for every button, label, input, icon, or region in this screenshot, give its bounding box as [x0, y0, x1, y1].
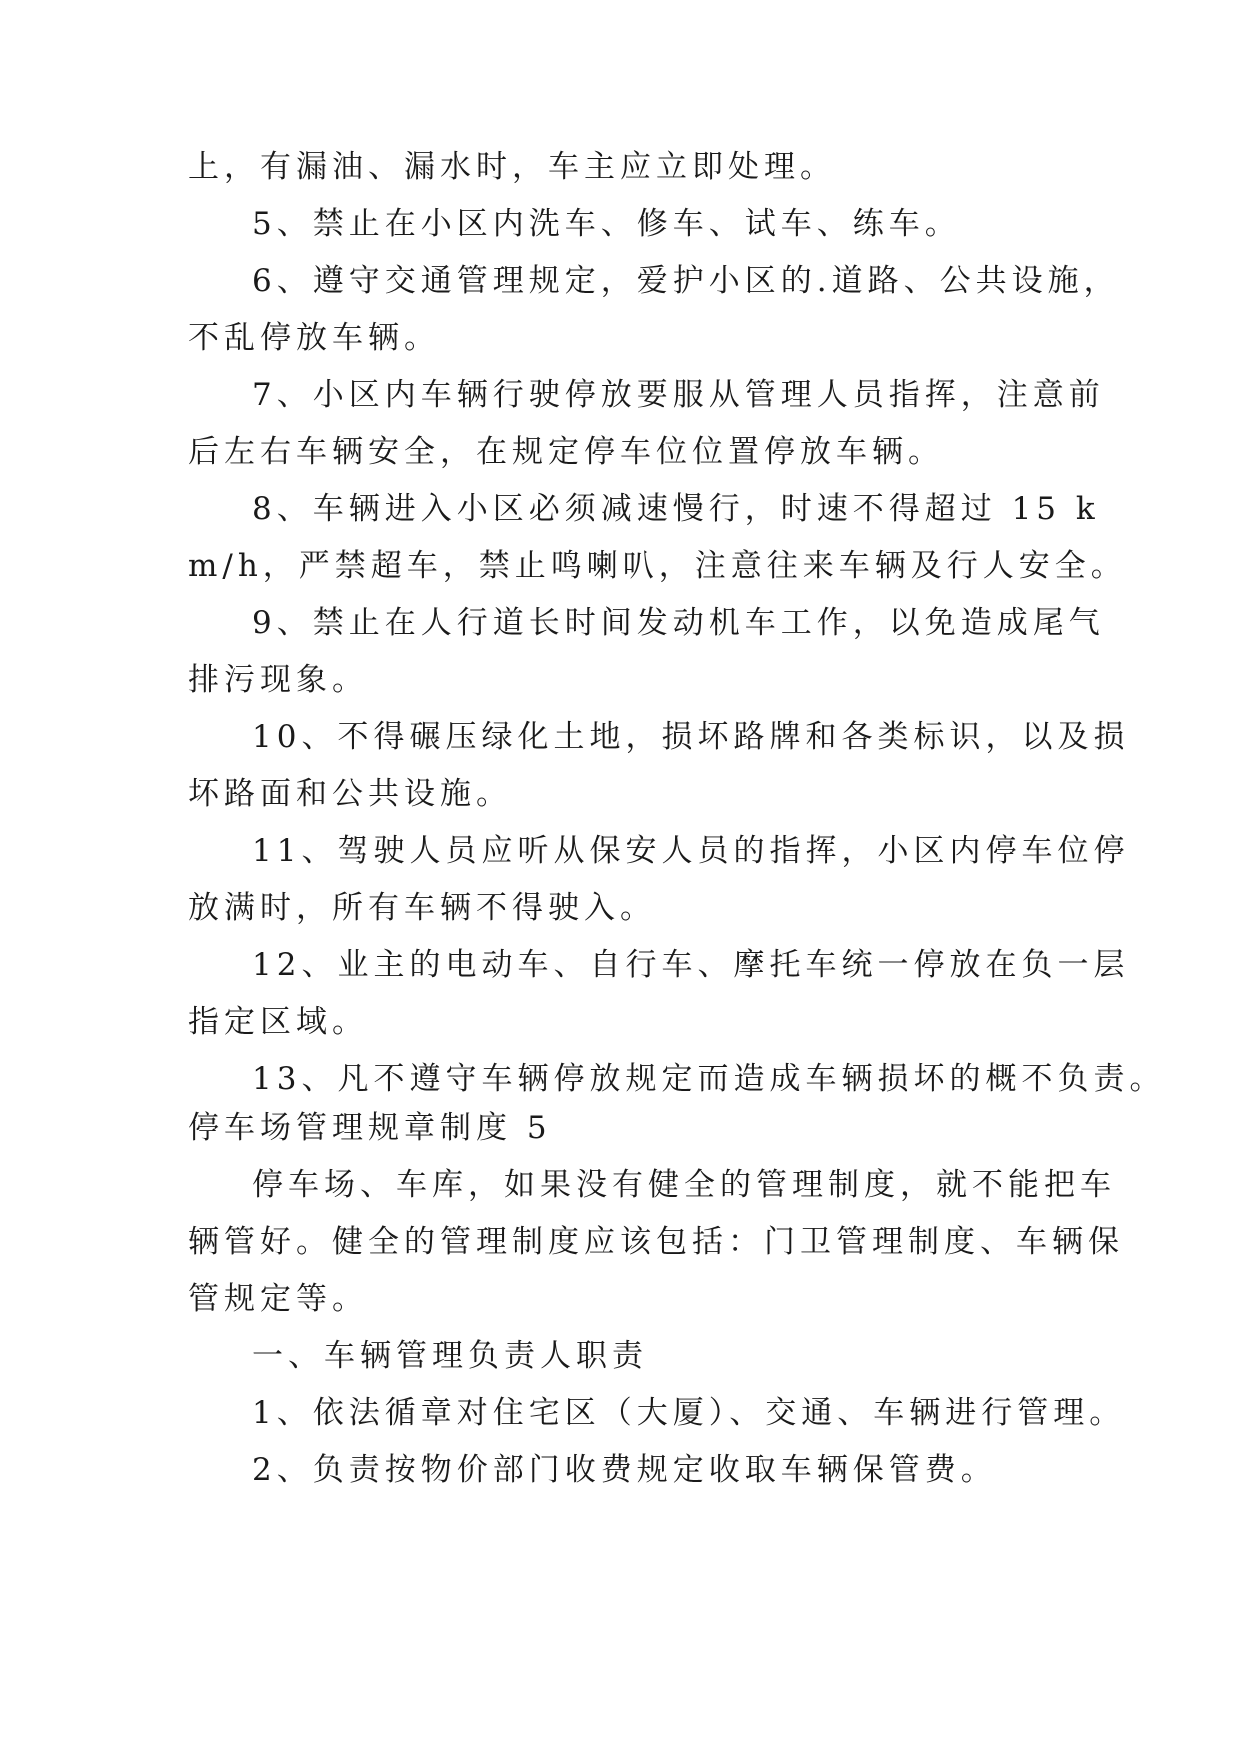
text-line: 后左右车辆安全，在规定停车位位置停放车辆。 [188, 434, 944, 470]
text-line: 13、凡不遵守车辆停放规定而造成车辆损坏的概不负责。 [252, 1061, 1166, 1097]
section-heading: 停车场管理规章制度 5 [188, 1110, 552, 1146]
text-line: 7、小区内车辆行驶停放要服从管理人员指挥，注意前 [252, 377, 1105, 413]
text-line: 坏路面和公共设施。 [188, 776, 512, 812]
text-line: 辆管好。健全的管理制度应该包括：门卫管理制度、车辆保 [188, 1224, 1124, 1260]
text-line: 放满时，所有车辆不得驶入。 [188, 890, 656, 926]
text-line: 停车场、车库，如果没有健全的管理制度，就不能把车 [252, 1167, 1116, 1203]
text-line: 5、禁止在小区内洗车、修车、试车、练车。 [252, 206, 961, 242]
text-line: 管规定等。 [188, 1281, 368, 1317]
text-line: 6、遵守交通管理规定，爱护小区的.道路、公共设施， [252, 263, 1120, 299]
text-line: 上，有漏油、漏水时，车主应立即处理。 [188, 149, 836, 185]
subsection-heading: 一、车辆管理负责人职责 [252, 1338, 648, 1374]
text-line: m/h，严禁超车，禁止鸣喇叭，注意往来车辆及行人安全。 [188, 548, 1127, 584]
text-line: 8、车辆进入小区必须减速慢行，时速不得超过 15 k [252, 491, 1100, 527]
text-line: 9、禁止在人行道长时间发动机车工作，以免造成尾气 [252, 605, 1105, 641]
text-line: 11、驾驶人员应听从保安人员的指挥，小区内停车位停 [252, 833, 1130, 869]
text-line: 12、业主的电动车、自行车、摩托车统一停放在负一层 [252, 947, 1130, 983]
text-line: 10、不得碾压绿化土地，损坏路牌和各类标识，以及损 [252, 719, 1130, 755]
text-line: 2、负责按物价部门收费规定收取车辆保管费。 [252, 1452, 997, 1488]
text-line: 1、依法循章对住宅区（大厦）、交通、车辆进行管理。 [252, 1395, 1126, 1431]
text-line: 指定区域。 [188, 1004, 368, 1040]
text-line: 不乱停放车辆。 [188, 320, 440, 356]
text-line: 排污现象。 [188, 662, 368, 698]
